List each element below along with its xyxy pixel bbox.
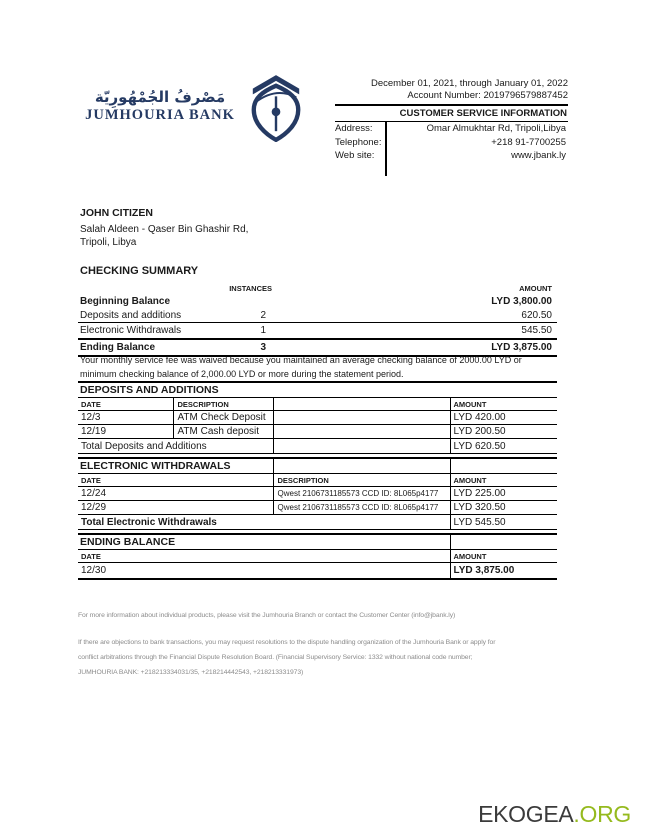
summary-header-row	[78, 281, 557, 295]
customer-address-line2: Tripoli, Libya	[80, 237, 137, 248]
summary-row-deposits: Deposits and additions 2 620.50	[78, 308, 557, 323]
footnote-disputes-line3: JUMHOURIA BANK: +218213334031/35, +218214442543, +218213331973)	[78, 669, 304, 676]
deposits-col-date: DATE	[78, 398, 173, 411]
ending-balance-section-header: ENDING BALANCE	[78, 534, 557, 550]
info-row-website	[335, 149, 568, 163]
account-number-value: 2019796579887452	[483, 89, 568, 101]
summary-row-ending-balance: Ending Balance 3 LYD 3,875.00	[78, 339, 557, 356]
statement-period: December 01, 2021, through January 01, 2022	[371, 78, 568, 89]
ekogea-brand: EKOGEA	[478, 801, 574, 827]
deposits-col-amount: AMOUNT	[450, 398, 557, 411]
info-row-address	[335, 122, 568, 136]
customer-service-title: CUSTOMER SERVICE INFORMATION	[335, 104, 568, 122]
ending-balance-table	[78, 533, 557, 580]
ending-balance-col-date: DATE	[78, 550, 450, 563]
checking-summary-table	[78, 281, 557, 357]
footnotes	[78, 608, 518, 680]
withdrawals-section-header: ELECTRONIC WITHDRAWALS	[78, 458, 557, 474]
deposits-table	[78, 381, 557, 454]
summary-row-beginning-balance: Beginning Balance LYD 3,800.00	[80, 296, 552, 307]
info-row-spacer	[335, 163, 568, 176]
withdrawals-col-description: DESCRIPTION	[273, 474, 450, 487]
address-value: Omar Almukhtar Rd, Tripoli,Libya	[385, 122, 568, 136]
customer-address-line1: Salah Aldeen - Qaser Bin Ghashir Rd,	[80, 224, 249, 235]
service-fee-note-line2: minimum checking balance of 2,000.00 LYD or more during the statement period.	[80, 368, 404, 379]
ekogea-tld: .ORG	[573, 801, 631, 827]
telephone-label: Telephone:	[335, 136, 382, 148]
bank-name-english: JUMHOURIA BANK	[85, 107, 235, 123]
deposits-section-header: DEPOSITS AND ADDITIONS	[78, 382, 557, 398]
footnote-disputes-line2: conflict arbitrations through the Financial Dispute Resolution Board. (Financial Supervisory Service: 1332 without national code number;	[78, 654, 473, 661]
account-number-line	[335, 90, 568, 102]
account-number-label: Account Number:	[407, 89, 481, 101]
customer-address-block	[80, 207, 248, 249]
bank-shield-pen-icon	[247, 72, 305, 147]
website-value: www.jbank.ly	[385, 149, 568, 163]
withdrawals-table	[78, 457, 557, 530]
withdrawals-col-date: DATE	[78, 474, 273, 487]
withdrawals-row-2: 12/29 Qwest 2106731185573 CCD ID: 8L065p4177 LYD 320.50	[78, 501, 557, 515]
withdrawals-row-1: 12/24 Qwest 2106731185573 CCD ID: 8L065p4177 LYD 225.00	[78, 487, 557, 501]
deposits-col-description: DESCRIPTION	[173, 398, 273, 411]
withdrawals-column-headers	[78, 474, 557, 487]
ending-balance-column-headers	[78, 550, 557, 563]
service-fee-note-line1: Your monthly service fee was waived because you maintained an average checking balance of 2000.00 LYD or	[80, 355, 522, 365]
ekogea-watermark	[478, 801, 631, 828]
info-row-telephone	[335, 136, 568, 150]
address-label: Address:	[335, 123, 373, 134]
telephone-value: +218 91-7700255	[385, 136, 568, 150]
deposits-row-1: 12/3 ATM Check Deposit LYD 420.00	[78, 411, 557, 425]
withdrawals-total-row: Total Electronic Withdrawals LYD 545.50	[78, 515, 557, 530]
deposits-total-row: Total Deposits and Additions LYD 620.50	[78, 439, 557, 454]
website-label: Web site:	[335, 150, 375, 161]
deposits-column-headers	[78, 398, 557, 411]
summary-col-amount: AMOUNT	[519, 284, 552, 293]
summary-row-withdrawals: Electronic Withdrawals 1 545.50	[78, 323, 557, 340]
bank-logo	[78, 87, 242, 123]
customer-name: JOHN CITIZEN	[80, 207, 153, 219]
footnote-disputes-line1: If there are objections to bank transactions, you may request resolutions to the dispute handling organization of the Jumhouria Bank or apply for	[78, 639, 496, 646]
deposits-row-2: 12/19 ATM Cash deposit LYD 200.50	[78, 425, 557, 439]
statement-info-block	[335, 78, 568, 176]
customer-service-rows	[335, 122, 568, 176]
ending-balance-col-amount: AMOUNT	[450, 550, 557, 563]
summary-col-instances: INSTANCES	[229, 284, 272, 293]
ending-balance-row-1: 12/30 LYD 3,875.00	[78, 563, 557, 580]
checking-summary-title: CHECKING SUMMARY	[80, 265, 199, 277]
transaction-tables	[78, 381, 557, 580]
withdrawals-col-amount: AMOUNT	[450, 474, 557, 487]
service-fee-note	[80, 354, 560, 381]
bank-name-arabic: مَصْرفُ الجُمْهُورِيّة	[94, 88, 226, 106]
footnote-info: For more information about individual products, please visit the Jumhouria Branch or contact the Customer Center (info@jbank.ly)	[78, 612, 456, 619]
